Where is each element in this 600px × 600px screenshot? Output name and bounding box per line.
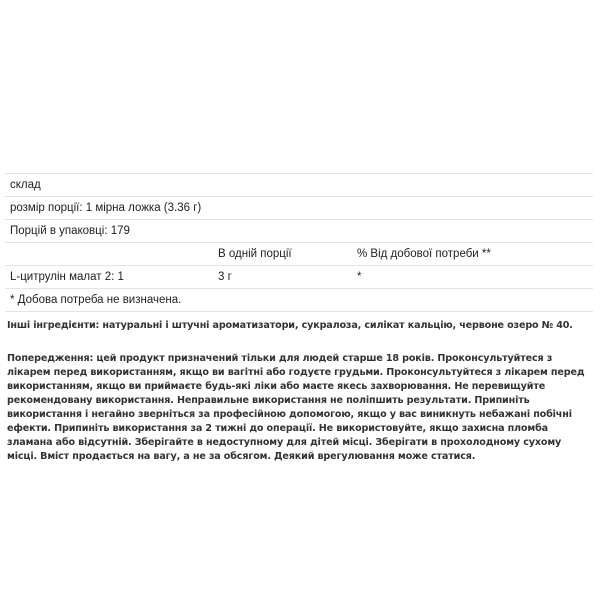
table-row — [5, 265, 593, 288]
servings-per-container: Порцій в упаковці: 179 — [10, 225, 130, 237]
table-title: склад — [10, 179, 41, 191]
serving-size-row — [5, 196, 593, 219]
footnote: * Добова потреба не визначена. — [10, 294, 182, 306]
supplement-facts-table — [5, 173, 593, 312]
warning-text: Попередження: цей продукт призначений тільки для людей старше 18 років. Проконсультуйтеся з лікарем перед використанням, якщо ви вагітні або годуєте грудьми. Проконсультуйтеся з лікарем перед використанням, якщо ви приймаєте будь-які ліки або маєте якесь захворювання. Не перевищуйте рекомендовану використання. Неправильне використання не поліпшить результати. Припиніть використання і негайно зверніться за професійною допомогою, якщо у вас виникнуть небажані побічні ефекти. Припиніть використання за 2 тижні до операції. Не використовуйте, якщо захисна пломба зламана або відсутній. Зберігайте в недоступному для дітей місці. Зберігати в прохолодному сухому місці. Вміст продається на вагу, а не за обсягом. Деякий врегулювання може статися. — [7, 353, 585, 462]
servings-per-container-row — [5, 219, 593, 242]
table-title-row — [5, 173, 593, 196]
ingredient-dv: * — [357, 271, 362, 283]
ingredient-name: L-цитрулін малат 2: 1 — [10, 271, 124, 283]
footnote-row — [5, 288, 593, 312]
table-header-row — [5, 242, 593, 265]
ingredient-amount: 3 г — [218, 271, 232, 283]
serving-size: розмір порції: 1 мірна ложка (3.36 г) — [10, 202, 202, 214]
header-per-serving: В одній порції — [218, 248, 292, 260]
header-daily-value: % Від добової потреби ** — [357, 248, 491, 260]
other-ingredients: Інші інгредієнти: натуральні і штучні ароматизатори, сукралоза, силікат кальцію, червоне озеро № 40. — [7, 320, 573, 331]
